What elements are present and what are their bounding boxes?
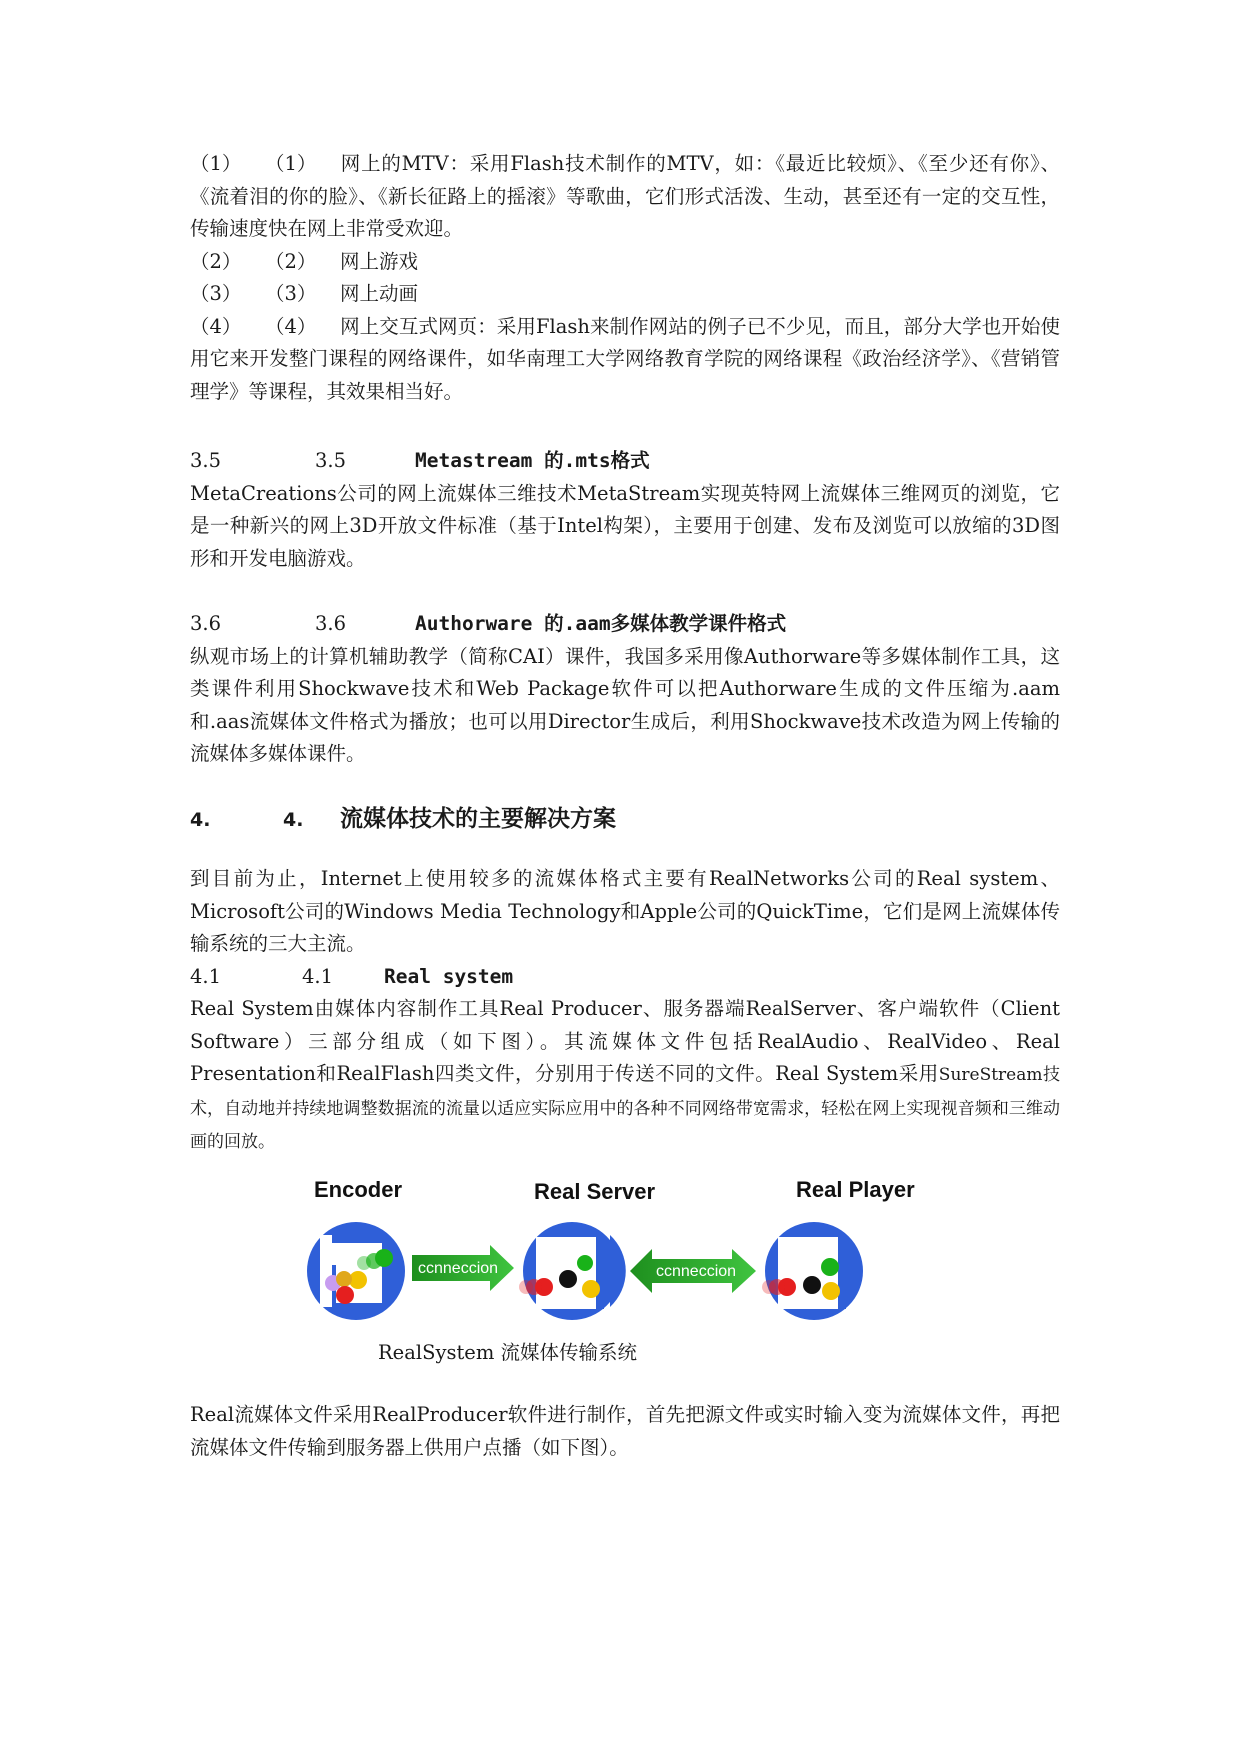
- realsystem-diagram: [300, 1175, 940, 1325]
- section-title: Real system: [384, 964, 514, 988]
- list-item: （2） （2） 网上游戏: [190, 249, 419, 273]
- intro-paragraph: 到目前为止，Internet上使用较多的流媒体格式主要有RealNetworks公司的Real system、Microsoft公司的Windows Media Technology和Apple公司的QuickTime，它们是网上流媒体传输系统的三大主流。: [190, 867, 1060, 955]
- figure-caption: RealSystem 流媒体传输系统: [378, 1341, 638, 1364]
- player-label: Real Player: [796, 1177, 915, 1202]
- section-body: Real System由媒体内容制作工具Real Producer、服务器端RealServer、客户端软件（Client Software）三部分组成（如下图）。其流媒体文件包括RealAudio、RealVideo、Real Presentation和RealFlash四类文件，分别用于传送不同的文件。Real System采用SureStream技术，自动地并持续地调整数据流的流量以适应实际应用中的各种不同网络带宽需求，轻松在网上实现视音频和三维动画的回放。: [190, 997, 1061, 1152]
- section-heading: 4.1 4.1 Real system: [190, 961, 1060, 994]
- encoder-label: Encoder: [314, 1177, 403, 1202]
- section-4-body: [190, 863, 1060, 1159]
- svg-text:ccnneccion: ccnneccion: [418, 1260, 499, 1277]
- list-item: （3） （3） 网上动画: [190, 282, 419, 305]
- section-heading: 3.5 3.5 Metastream 的.mts格式: [190, 445, 1060, 478]
- encoder-icon: [307, 1222, 405, 1320]
- player-icon: [762, 1222, 863, 1320]
- chapter-heading: 4. 4. 流媒体技术的主要解决方案: [190, 800, 616, 833]
- section-3-6: [190, 608, 1060, 771]
- connection-arrow-1: [412, 1245, 514, 1291]
- closing-paragraph: Real流媒体文件采用RealProducer软件进行制作，首先把源文件或实时输入变为流媒体文件，再把流媒体文件传输到服务器上供用户点播（如下图）。: [190, 1403, 1060, 1459]
- section-title: Metastream 的.mts格式: [415, 449, 650, 472]
- list-item: （1） （1） 网上的MTV：采用Flash技术制作的MTV，如：《最近比较烦》、《至少还有你》、《流着泪的你的脸》、《新长征路上的摇滚》等歌曲，它们形式活泼、生动，甚至还有一定的交互性，传输速度快在网上非常受欢迎。: [190, 152, 1060, 240]
- list-item: （4） （4） 网上交互式网页：采用Flash来制作网站的例子已不少见，而且，部分大学也开始使用它来开发整门课程的网络课件，如华南理工大学网络教育学院的网络课程《政治经济学》、《营销管理学》等课程，其效果相当好。: [190, 314, 1060, 403]
- section-heading: 3.6 3.6 Authorware 的.aam多媒体教学课件格式: [190, 608, 1060, 641]
- section-3-5: [190, 445, 1060, 575]
- section-body: 纵观市场上的计算机辅助教学（简称CAI）课件，我国多采用像Authorware等多媒体制作工具，这类课件利用Shockwave技术和Web Package软件可以把Authorware生成的文件压缩为.aam和.aas流媒体文件格式为播放；也可以用Director生成后，利用Shockwave技术改造为网上传输的流媒体多媒体课件。: [190, 644, 1060, 765]
- connection-arrow-2: [630, 1249, 756, 1293]
- server-label: Real Server: [534, 1179, 656, 1204]
- svg-text:ccnneccion: ccnneccion: [656, 1263, 737, 1280]
- section-body: MetaCreations公司的网上流媒体三维技术MetaStream实现英特网上流媒体三维网页的浏览，它是一种新兴的网上3D开放文件标准（基于Intel构架），主要用于创建、发布及浏览可以放缩的3D图形和开发电脑游戏。: [190, 481, 1060, 570]
- section-title: Authorware 的.aam多媒体教学课件格式: [415, 612, 787, 635]
- flash-uses-list: [190, 148, 1060, 408]
- chapter-title: 流媒体技术的主要解决方案: [340, 806, 616, 832]
- server-icon: [519, 1222, 626, 1320]
